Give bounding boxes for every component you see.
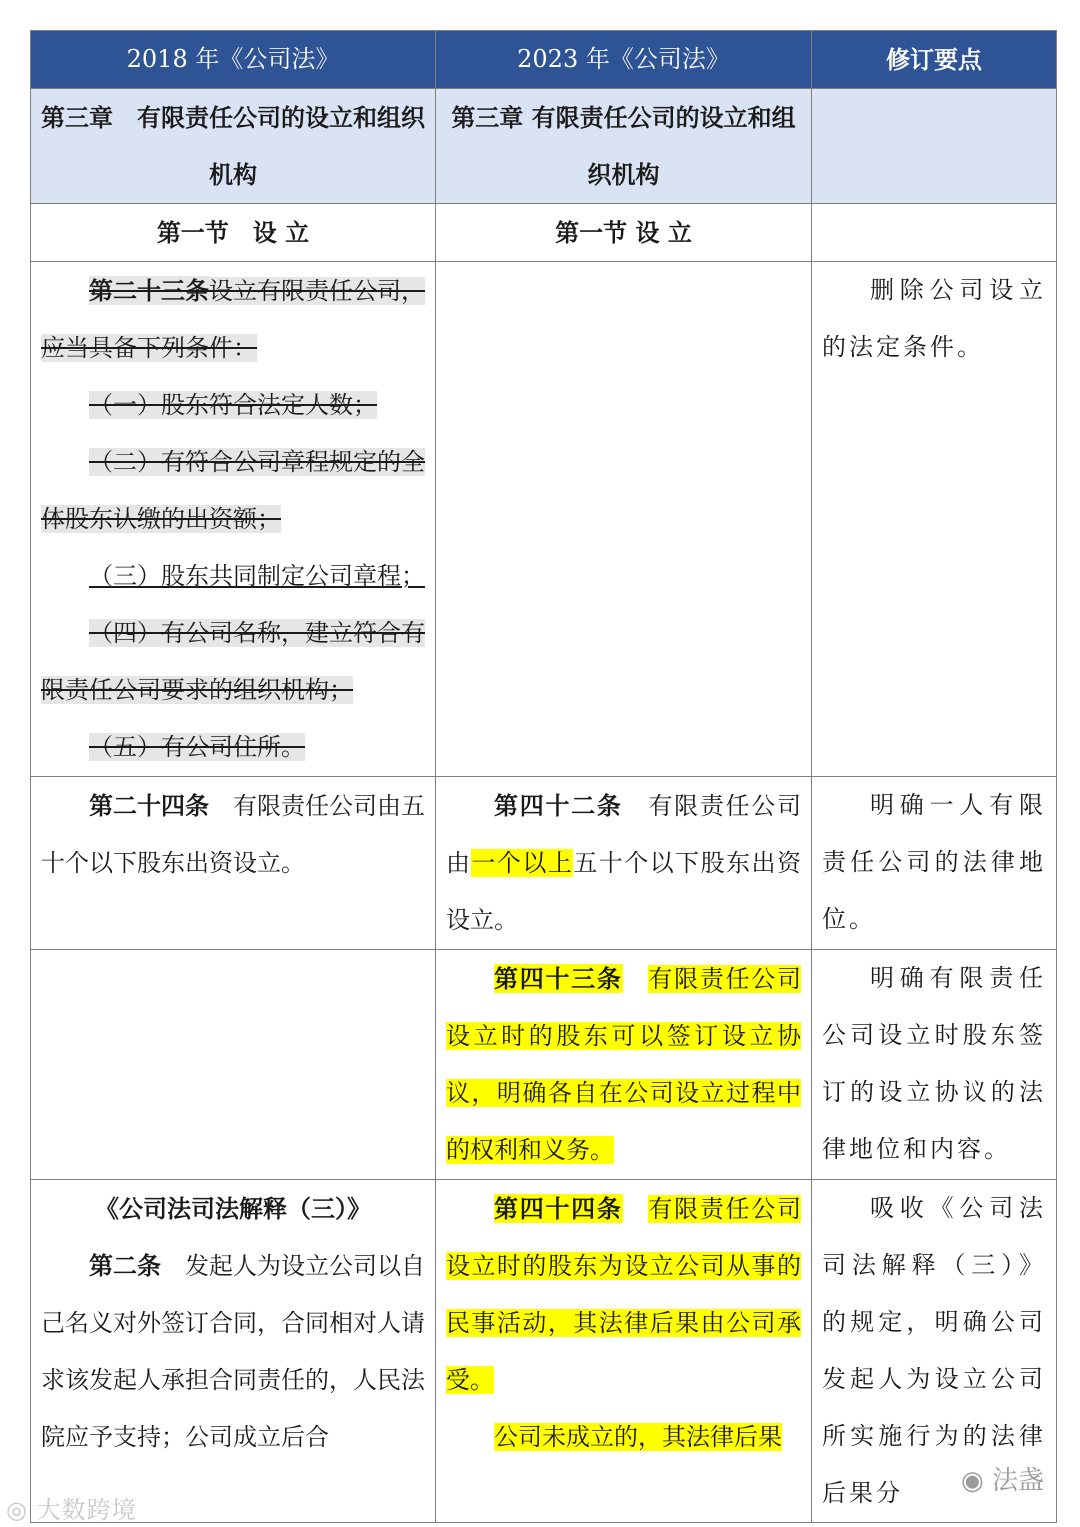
old-article-2-title: 第二条 — [89, 1251, 161, 1280]
old-article-23-title: 第二十三条 — [89, 276, 209, 305]
chapter-2018-text: 第三章 有限责任公司的设立和组织机构 — [41, 103, 425, 189]
weibo-logo-icon: ◎ — [6, 1496, 28, 1524]
watermark-right-text: 法盏 — [991, 1466, 1044, 1496]
chapter-2023-text: 第三章 有限责任公司的设立和组织机构 — [451, 103, 796, 189]
condition-item-5: （五）有公司住所。 — [89, 733, 305, 761]
header-notes: 修订要点 — [812, 31, 1057, 89]
wechat-logo-icon: ◉ — [961, 1466, 984, 1496]
article-row-44 — [31, 1180, 1057, 1523]
note-text: 明确一人有限责任公司的法律地位。 — [822, 791, 1046, 933]
new-article-44-title: 第四十四条 — [494, 1194, 623, 1223]
new-article-42 — [436, 777, 812, 950]
article-row-24 — [31, 777, 1057, 950]
chapter-2023 — [436, 89, 812, 204]
new-article-43 — [436, 950, 812, 1180]
old-article-empty — [31, 950, 436, 1180]
condition-item-1: （一）股东符合法定人数； — [89, 391, 377, 419]
old-article-2-text: 发起人为设立公司以自己名义对外签订合同，合同相对人请求该发起人承担合同责任的，人民法院应予支持；公司成立后合 — [41, 1252, 425, 1451]
old-article-24-text: 有限责任公司由五十个以下股东出资设立。 — [41, 792, 425, 877]
note-row-24 — [812, 777, 1057, 950]
new-article-43-title: 第四十三条 — [494, 964, 623, 993]
watermark-left — [6, 1490, 137, 1525]
condition-item-3: （三）股东共同制定公司章程； — [89, 562, 425, 590]
highlight-added-text: 一个以上 — [471, 849, 574, 877]
chapter-2018 — [31, 89, 436, 204]
section-2023: 第一节 设 立 — [436, 204, 812, 262]
new-article-43-text: 有限责任公司设立时的股东可以签订设立协议，明确各自在公司设立过程中的权利和义务。 — [446, 965, 802, 1164]
chapter-row — [31, 89, 1057, 204]
section-2018: 第一节 设 立 — [31, 204, 436, 262]
old-article-24 — [31, 777, 436, 950]
law-comparison-table — [30, 30, 1057, 1523]
old-article-23-lead: 设立有限责任公司，应当具备下列条件： — [41, 277, 425, 362]
chapter-notes — [812, 89, 1057, 204]
condition-item-4: （四）有公司名称，建立符合有限责任公司要求的组织机构； — [41, 619, 425, 704]
old-interpretation-heading: 《公司法司法解释（三）》 — [95, 1194, 371, 1223]
article-row-43 — [31, 950, 1057, 1180]
note-row-23 — [812, 262, 1057, 777]
header-2018: 2018 年《公司法》 — [31, 31, 436, 89]
condition-item-2: （二）有符合公司章程规定的全体股东认缴的出资额； — [41, 448, 425, 533]
watermark-right — [961, 1460, 1044, 1497]
note-text: 明确有限责任公司设立时股东签订的设立协议的法律地位和内容。 — [822, 964, 1046, 1163]
note-row-43 — [812, 950, 1057, 1180]
new-article-42-title: 第四十二条 — [494, 791, 623, 820]
new-article-44-text2: 公司未成立的，其法律后果 — [494, 1423, 782, 1451]
header-row — [31, 31, 1057, 89]
header-2023: 2023 年《公司法》 — [436, 31, 812, 89]
new-article-44-text: 有限责任公司设立时的股东为设立公司从事的民事活动，其法律后果由公司承受。 — [446, 1195, 802, 1394]
old-article-24-title: 第二十四条 — [89, 791, 209, 820]
new-article-44 — [436, 1180, 812, 1523]
note-text: 吸收《公司法司法解释（三）》的规定，明确公司发起人为设立公司所实施行为的法律后果分 — [822, 1194, 1046, 1507]
watermark-left-text: 大数跨境 — [36, 1496, 137, 1524]
new-article-42-text-a: 有限责任公司由 — [446, 792, 802, 877]
new-article-empty — [436, 262, 812, 777]
old-article-23 — [31, 262, 436, 777]
note-text: 删除公司设立的法定条件。 — [822, 276, 1046, 361]
old-judicial-interpretation — [31, 1180, 436, 1523]
new-article-42-text-b: 五十个以下股东出资设立。 — [446, 849, 802, 934]
section-row — [31, 204, 1057, 262]
article-row-23 — [31, 262, 1057, 777]
section-notes — [812, 204, 1057, 262]
